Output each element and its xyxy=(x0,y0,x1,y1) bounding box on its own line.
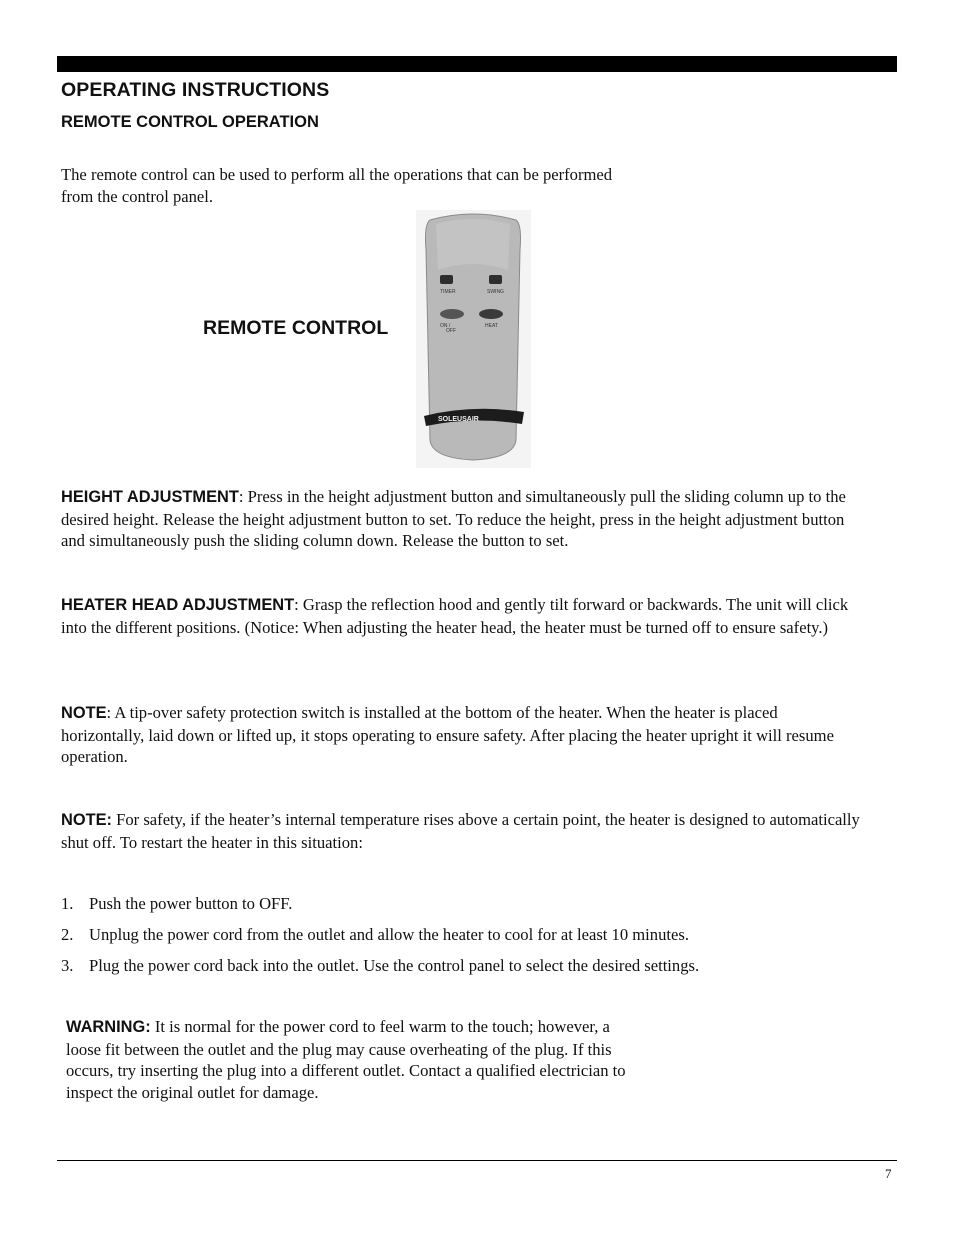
step-number: 3. xyxy=(61,956,74,975)
height-adjustment-paragraph xyxy=(61,486,861,552)
restart-steps-list xyxy=(61,893,699,986)
note-label-2: NOTE: xyxy=(61,811,112,829)
list-item xyxy=(61,893,699,924)
swing-button[interactable] xyxy=(489,275,502,284)
top-bar xyxy=(57,56,897,72)
step-text: Push the power button to OFF. xyxy=(89,894,293,913)
note-text-2: For safety, if the heater’s internal temperature rises above a certain point, the heater is designed to automatically shut off. To restart the heater in this situation: xyxy=(61,810,860,852)
heat-label: HEAT xyxy=(485,323,498,329)
heater-head-paragraph xyxy=(61,594,861,638)
warning-label: WARNING: xyxy=(66,1018,151,1036)
step-text: Unplug the power cord from the outlet and allow the heater to cool for at least 10 minutes. xyxy=(89,925,689,944)
note-label: NOTE xyxy=(61,704,107,722)
warning-text: It is normal for the power cord to feel warm to the touch; however, a loose fit between the outlet and the plug may cause overheating of the plug. If this occurs, try inserting the plug into a different outlet. Contact a qualified electrician to inspect the original outlet for damage. xyxy=(66,1017,626,1102)
list-item xyxy=(61,955,699,986)
temperature-note xyxy=(61,809,861,853)
on-off-label-2: OFF xyxy=(446,328,456,334)
heater-head-label: HEATER HEAD ADJUSTMENT xyxy=(61,596,295,614)
page-number: 7 xyxy=(885,1166,892,1181)
section-subtitle: REMOTE CONTROL OPERATION xyxy=(61,113,319,131)
intro-paragraph: The remote control can be used to perform all the operations that can be performed from the control panel. xyxy=(61,165,613,206)
page-title: OPERATING INSTRUCTIONS xyxy=(61,79,330,101)
step-number: 2. xyxy=(61,925,74,944)
height-adjustment-text: : Press in the height adjustment button and simultaneously pull the sliding column up to the desired height. Release the height adjustment button to set. To reduce the height, press in the height adjustment button and simultaneously push the sliding column down. Release the button to set. xyxy=(61,487,846,551)
heater-head-text: : Grasp the reflection hood and gently tilt forward or backwards. The unit will click into the different positions. (Notice: When adjusting the heater head, the heater must be turned off to ensure safety.) xyxy=(61,595,849,637)
list-item xyxy=(61,924,699,955)
heat-button[interactable] xyxy=(479,309,503,319)
logo-text: SOLEUSAIR xyxy=(438,416,479,423)
timer-button[interactable] xyxy=(440,275,453,284)
footer-rule xyxy=(57,1160,897,1161)
on-off-button[interactable] xyxy=(440,309,464,319)
note-text: : A tip-over safety protection switch is installed at the bottom of the heater. When the heater is placed horizontally, laid down or lifted up, it stops operating to ensure safety. After placing the heater upright it will resume operation. xyxy=(61,703,834,767)
remote-control-image xyxy=(416,210,531,468)
timer-label: TIMER xyxy=(440,289,456,295)
on-off-label: ON / xyxy=(440,323,451,329)
height-adjustment-label: HEIGHT ADJUSTMENT xyxy=(61,488,239,506)
swing-label: SWING xyxy=(487,289,504,295)
tip-over-note xyxy=(61,702,861,768)
remote-control-label: REMOTE CONTROL xyxy=(203,317,389,339)
step-text: Plug the power cord back into the outlet. Use the control panel to select the desired settings. xyxy=(89,956,700,975)
warning-paragraph xyxy=(66,1016,636,1103)
step-number: 1. xyxy=(61,894,74,913)
